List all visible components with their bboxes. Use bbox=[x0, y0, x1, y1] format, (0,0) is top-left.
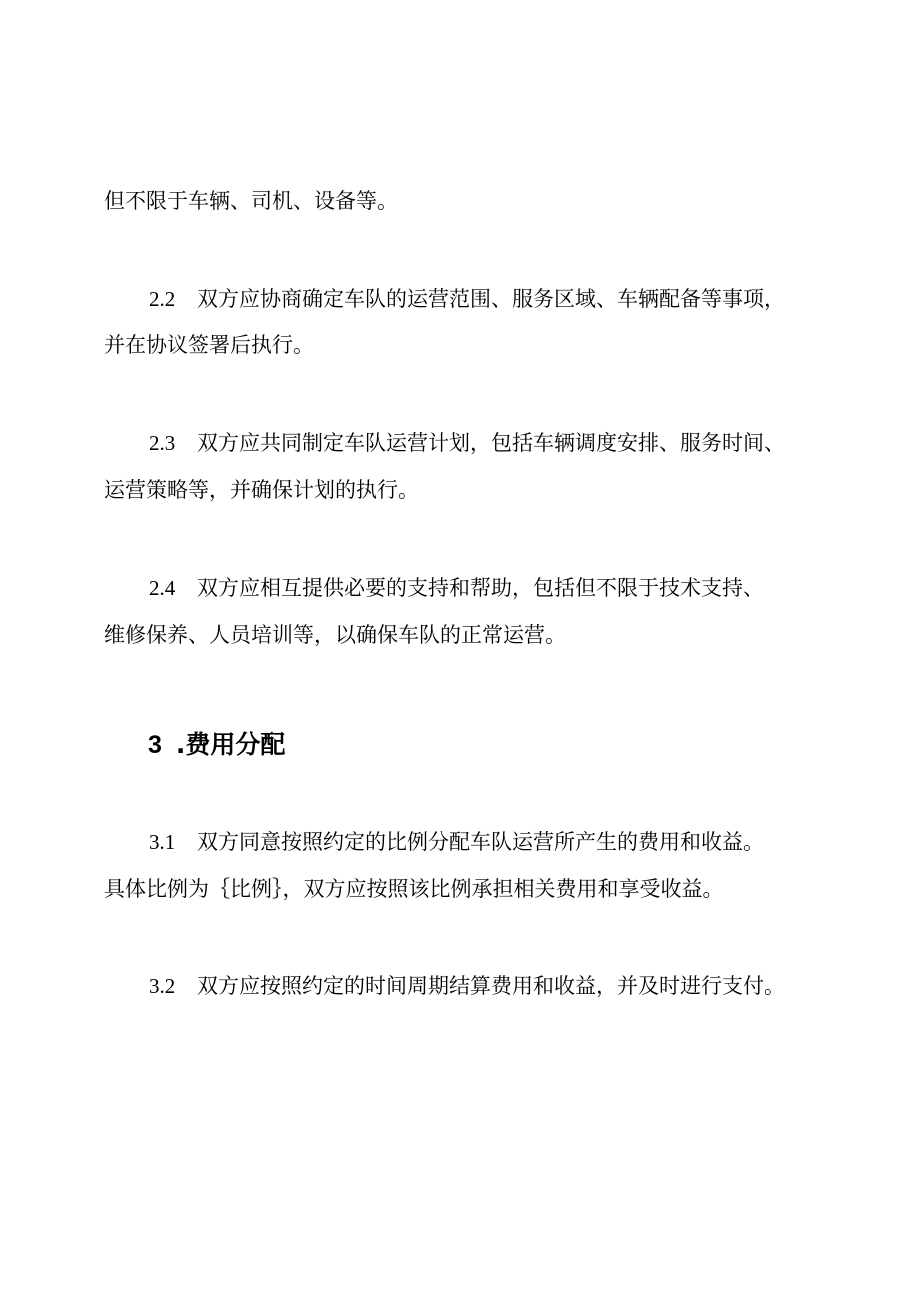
paragraph-text: 但不限于车辆、司机、设备等。 bbox=[104, 189, 398, 213]
clause-text: 具体比例为｛比例｝，双方应按照该比例承担相关费用和享受收益。 bbox=[104, 877, 724, 901]
clause-2-4 bbox=[149, 575, 829, 601]
clause-2-2 bbox=[149, 286, 829, 312]
clause-text: 维修保养、人员培训等，以确保车队的正常运营。 bbox=[104, 623, 566, 647]
clause-3-1-continuation bbox=[104, 876, 824, 902]
clause-2-3 bbox=[149, 430, 829, 456]
clause-text: 双方应共同制定车队运营计划，包括车辆调度安排、服务时间、 bbox=[197, 431, 785, 455]
clause-text: 双方应相互提供必要的支持和帮助，包括但不限于技术支持、 bbox=[197, 576, 764, 600]
clause-number: 2.2 bbox=[149, 287, 176, 311]
clause-3-2 bbox=[149, 973, 829, 999]
clause-text: 运营策略等，并确保计划的执行。 bbox=[104, 478, 419, 502]
clause-2-2-continuation bbox=[104, 332, 824, 358]
clause-number: 2.3 bbox=[149, 431, 176, 455]
clause-text: 双方同意按照约定的比例分配车队运营所产生的费用和收益。 bbox=[197, 830, 764, 854]
clause-number: 2.4 bbox=[149, 576, 176, 600]
section-title: .费用分配 bbox=[175, 730, 286, 759]
clause-3-1 bbox=[149, 829, 829, 855]
section-heading-3 bbox=[148, 730, 285, 760]
clause-2-4-continuation bbox=[104, 622, 824, 648]
clause-2-3-continuation bbox=[104, 477, 824, 503]
section-number: 3 bbox=[148, 731, 162, 759]
clause-number: 3.1 bbox=[149, 830, 176, 854]
clause-text: 并在协议签署后执行。 bbox=[104, 333, 314, 357]
paragraph-continuation bbox=[104, 188, 824, 214]
clause-text: 双方应协商确定车队的运营范围、服务区域、车辆配备等事项， bbox=[197, 287, 785, 311]
clause-number: 3.2 bbox=[149, 974, 176, 998]
clause-text: 双方应按照约定的时间周期结算费用和收益，并及时进行支付。 bbox=[197, 974, 785, 998]
